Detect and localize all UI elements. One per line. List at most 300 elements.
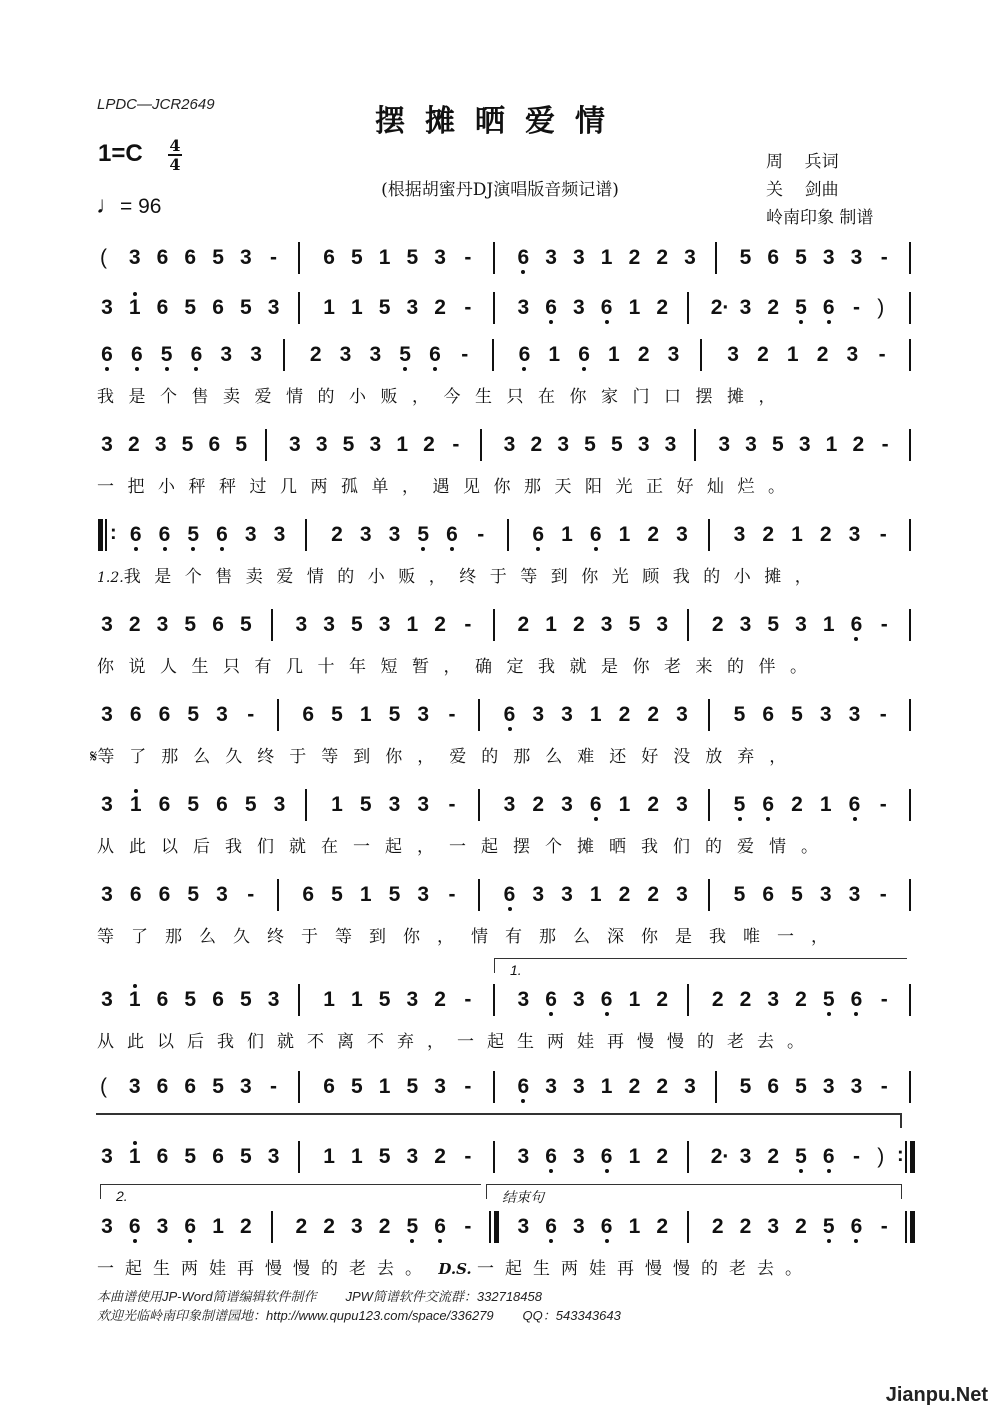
note: 6 xyxy=(215,523,229,547)
note: 5 xyxy=(212,1075,224,1098)
barline xyxy=(694,429,696,461)
note: 1 xyxy=(589,883,602,906)
barline xyxy=(700,339,702,371)
note: 6 xyxy=(767,1075,780,1098)
note: 3 xyxy=(819,703,832,726)
note: 6 xyxy=(184,1075,197,1098)
note: 2 xyxy=(816,343,829,366)
note: 2 xyxy=(767,296,780,319)
low-octave-dot xyxy=(827,320,831,324)
note: 3 xyxy=(664,433,677,456)
low-octave-dot xyxy=(605,1012,609,1016)
note: 3 xyxy=(406,1145,419,1168)
note: 6 xyxy=(302,703,315,726)
note: 3 xyxy=(532,703,545,726)
note: 3 xyxy=(323,613,335,636)
note: 5 xyxy=(187,793,200,816)
note: 2 xyxy=(711,1215,724,1238)
note: 1 xyxy=(359,883,372,906)
barline xyxy=(478,699,480,731)
ds-marking: D.S. xyxy=(438,1260,472,1278)
lyric-line-6: 从此以后我们就在一起，一起摆个摊晒我们的爱情。 xyxy=(97,837,833,857)
barline xyxy=(298,292,300,324)
note: 6 xyxy=(208,433,221,456)
note: 1 xyxy=(359,703,372,726)
note: 3 xyxy=(503,433,516,456)
note: 3 xyxy=(850,1075,863,1098)
note: 5 xyxy=(610,433,623,456)
note: 6 xyxy=(212,1145,224,1168)
note: 3 xyxy=(369,433,382,456)
note: 3 xyxy=(101,793,113,816)
low-octave-dot xyxy=(605,320,609,324)
note: 1 xyxy=(786,343,799,366)
barline xyxy=(909,292,911,324)
note: 6 xyxy=(600,1145,614,1169)
close-paren: ) xyxy=(877,296,885,319)
note: 3 xyxy=(819,883,832,906)
note: 3 xyxy=(656,613,669,636)
note: 5 xyxy=(791,703,803,726)
note: 6 xyxy=(544,1145,558,1169)
note: 3 xyxy=(676,703,688,726)
note: 1 xyxy=(819,793,832,816)
note: 5 xyxy=(388,883,401,906)
low-octave-dot xyxy=(105,367,109,371)
staff-line xyxy=(0,1075,1000,1115)
barline xyxy=(298,984,300,1016)
barline xyxy=(687,984,689,1016)
barline xyxy=(708,879,710,911)
note: 1 xyxy=(618,523,631,546)
note: 2 xyxy=(309,343,322,366)
note: 3 xyxy=(239,1075,252,1098)
dash-extension: - xyxy=(464,988,472,1011)
low-octave-dot xyxy=(549,1012,553,1016)
note: 2 xyxy=(628,1075,641,1098)
note: 6 xyxy=(516,1075,530,1099)
note: 3 xyxy=(156,613,169,636)
note: 2 xyxy=(378,1215,391,1238)
repeat-barline xyxy=(905,1141,907,1173)
note: 5 xyxy=(795,246,807,269)
note: 1 xyxy=(350,1145,363,1168)
note: 6 xyxy=(600,988,614,1012)
note: 6 xyxy=(156,246,169,269)
note: 2 xyxy=(532,793,545,816)
barline xyxy=(493,292,495,324)
note: 5 xyxy=(187,703,200,726)
close-paren: ) xyxy=(877,1145,885,1168)
note: 1 xyxy=(396,433,408,456)
note: 2 xyxy=(656,1215,669,1238)
note: 5 xyxy=(239,988,252,1011)
note: 3 xyxy=(417,883,430,906)
barline xyxy=(909,609,911,641)
staff-line xyxy=(0,988,1000,1028)
note: 6 xyxy=(158,793,171,816)
note: 1 xyxy=(331,793,343,816)
note: 3 xyxy=(315,433,328,456)
note: 3 xyxy=(239,246,252,269)
note: 3 xyxy=(250,343,262,366)
dash-extension: - xyxy=(880,613,888,636)
barline xyxy=(277,879,279,911)
note: 3 xyxy=(532,883,545,906)
lyric-text: 我是个售卖爱情的小贩，终于等到你光顾我的小摊， xyxy=(123,567,826,587)
time-signature-bottom: 4 xyxy=(169,155,181,174)
low-octave-dot xyxy=(410,1239,414,1243)
barline xyxy=(283,339,285,371)
note: 5 xyxy=(184,1145,197,1168)
repeat-section-line-end xyxy=(900,1113,902,1128)
low-octave-dot xyxy=(188,1239,192,1243)
low-octave-dot xyxy=(133,1239,137,1243)
note: 3 xyxy=(154,433,167,456)
note: 6 xyxy=(129,703,142,726)
dash-extension: - xyxy=(464,296,472,319)
dash-extension: - xyxy=(464,1075,472,1098)
note: 3 xyxy=(718,433,730,456)
barline xyxy=(708,789,710,821)
note: 5 xyxy=(244,793,257,816)
high-octave-dot xyxy=(134,789,138,793)
note: 3 xyxy=(684,1075,696,1098)
note: 3 xyxy=(388,793,401,816)
note: 1 xyxy=(618,793,631,816)
low-octave-dot xyxy=(403,367,407,371)
open-paren: ( xyxy=(100,1075,107,1098)
note: 6 xyxy=(544,1215,558,1239)
note: 2 xyxy=(762,523,775,546)
note: 1 xyxy=(128,296,142,320)
low-octave-dot xyxy=(165,367,169,371)
note: 3 xyxy=(561,703,573,726)
note: 2 xyxy=(239,1215,252,1238)
note: 3 xyxy=(417,703,430,726)
barline xyxy=(687,1211,689,1243)
note: 1 xyxy=(212,1215,224,1238)
note: 3 xyxy=(434,1075,446,1098)
note: 3 xyxy=(244,523,257,546)
note: 5 xyxy=(378,1145,391,1168)
note: 2 xyxy=(323,1215,335,1238)
quarter-note-icon: ♩ xyxy=(96,192,120,219)
low-octave-dot xyxy=(605,1239,609,1243)
barline xyxy=(687,292,689,324)
dash-extension: - xyxy=(881,433,889,456)
note: 6 xyxy=(156,296,169,319)
note: 6 xyxy=(445,523,459,547)
low-octave-dot xyxy=(582,367,586,371)
note: 1 xyxy=(791,523,803,546)
note: 6 xyxy=(544,296,558,320)
lyric-line-2: 一把小秤秤过几两孤单，遇见你那天阳光正好灿烂。 xyxy=(97,477,799,497)
note: 3 xyxy=(733,523,746,546)
high-octave-dot xyxy=(133,984,137,988)
barline xyxy=(305,789,307,821)
note: 5 xyxy=(359,793,372,816)
segno-icon: 𝄋 xyxy=(90,747,98,767)
note: 3 xyxy=(561,793,573,816)
coda-label: 结束句 xyxy=(502,1189,544,1205)
dash-extension: - xyxy=(464,1145,472,1168)
barline xyxy=(298,1141,300,1173)
low-octave-dot xyxy=(135,367,139,371)
barline xyxy=(909,789,911,821)
dash-extension: - xyxy=(247,883,255,906)
note: 3 xyxy=(417,793,430,816)
note: 3 xyxy=(267,1145,280,1168)
barline xyxy=(708,699,710,731)
note: 5 xyxy=(331,703,343,726)
note: 6 xyxy=(100,343,114,367)
note: 5 xyxy=(235,433,247,456)
note: 2· xyxy=(710,1145,730,1168)
note: 5 xyxy=(331,883,343,906)
note: 2 xyxy=(423,433,435,456)
note: 3 xyxy=(101,613,113,636)
low-octave-dot xyxy=(827,1239,831,1243)
low-octave-dot xyxy=(799,1169,803,1173)
barline xyxy=(305,519,307,551)
time-signature xyxy=(168,138,182,172)
volta-bracket-2 xyxy=(100,1184,481,1199)
note: 3 xyxy=(128,1075,141,1098)
note: 3 xyxy=(369,343,382,366)
note: 6 xyxy=(183,1215,197,1239)
low-octave-dot xyxy=(549,320,553,324)
lyric-line-8: 从此以后我们就不离不弃，一起生两娃再慢慢的老去。 xyxy=(97,1032,817,1052)
note: 6 xyxy=(822,296,836,320)
lyric-line-7: 等了那么久终于等到你，情有那么深你是我唯一， xyxy=(97,927,845,947)
staff-line xyxy=(0,1215,1000,1255)
dash-extension: - xyxy=(880,246,888,269)
note: 3 xyxy=(767,988,780,1011)
note: 5 xyxy=(822,1215,836,1239)
dash-extension: - xyxy=(270,246,278,269)
low-octave-dot xyxy=(220,547,224,551)
note: 5 xyxy=(186,523,200,547)
note: 5 xyxy=(378,296,391,319)
note: 3 xyxy=(676,523,688,546)
note: 3 xyxy=(406,296,419,319)
note: 5 xyxy=(584,433,596,456)
note: 6 xyxy=(129,883,142,906)
barline xyxy=(480,429,482,461)
barline xyxy=(493,609,495,641)
barline xyxy=(909,519,911,551)
note: 3 xyxy=(739,296,752,319)
note: 5 xyxy=(187,883,200,906)
low-octave-dot xyxy=(536,547,540,551)
note: 6 xyxy=(212,988,224,1011)
note: 2 xyxy=(434,613,446,636)
note: 3 xyxy=(295,613,308,636)
high-octave-dot xyxy=(133,292,137,296)
note: 1 xyxy=(545,613,557,636)
volta-2-label: 2. xyxy=(116,1188,128,1204)
repeat-barline xyxy=(910,1141,915,1173)
note: 5 xyxy=(212,246,224,269)
note: 3 xyxy=(822,1075,835,1098)
volta-bracket-1 xyxy=(494,958,907,973)
note: 1 xyxy=(323,296,335,319)
note: 3 xyxy=(745,433,757,456)
note: 3 xyxy=(557,433,569,456)
staff-line xyxy=(0,246,1000,286)
note: 2 xyxy=(739,988,752,1011)
arranger: 岭南印象 制谱 xyxy=(766,208,874,228)
repeat-barline xyxy=(905,1211,907,1243)
note: 1 xyxy=(378,1075,391,1098)
note: 2 xyxy=(656,1145,669,1168)
note: 5 xyxy=(181,433,194,456)
note: 1 xyxy=(608,343,620,366)
repeat-dots: : xyxy=(897,1144,904,1166)
dash-extension: - xyxy=(852,1145,860,1168)
low-octave-dot xyxy=(163,547,167,551)
note: 3 xyxy=(846,343,859,366)
note: 3 xyxy=(128,246,141,269)
note: 3 xyxy=(676,883,688,906)
note: 6 xyxy=(212,296,224,319)
staff-line xyxy=(0,523,1000,563)
note: 5 xyxy=(184,988,197,1011)
note: 6 xyxy=(156,1075,169,1098)
note: 5 xyxy=(239,613,252,636)
note: 3 xyxy=(739,613,752,636)
dash-extension: - xyxy=(448,883,456,906)
note: 6 xyxy=(600,296,614,320)
note: 5 xyxy=(184,296,197,319)
note: 3 xyxy=(573,1215,585,1238)
low-octave-dot xyxy=(605,1169,609,1173)
note: 1 xyxy=(628,988,641,1011)
low-octave-dot xyxy=(854,1239,858,1243)
note: 1 xyxy=(128,1145,142,1169)
note: 2 xyxy=(647,793,660,816)
low-octave-dot xyxy=(194,367,198,371)
note: 6 xyxy=(130,343,144,367)
note: 1 xyxy=(323,988,335,1011)
note: 5 xyxy=(794,296,808,320)
note: 2 xyxy=(434,1145,446,1168)
note: 3 xyxy=(795,613,807,636)
footer-line-1: 本曲谱使用JP-Word简谱编辑软件制作 JPW简谱软件交流群：332718458 xyxy=(97,1289,542,1304)
repeat-barline xyxy=(910,1211,915,1243)
note: 3 xyxy=(573,988,585,1011)
repeat-barline xyxy=(489,1211,491,1243)
high-octave-dot xyxy=(133,1141,137,1145)
barline xyxy=(478,879,480,911)
low-octave-dot xyxy=(853,817,857,821)
note: 5 xyxy=(406,246,419,269)
note: 1 xyxy=(628,1215,641,1238)
note: 3 xyxy=(848,523,861,546)
staff-line xyxy=(0,883,1000,923)
low-octave-dot xyxy=(594,817,598,821)
barline xyxy=(909,879,911,911)
dash-extension: - xyxy=(880,988,888,1011)
note: 5 xyxy=(771,433,784,456)
lyric-line-5 xyxy=(90,747,801,767)
low-octave-dot xyxy=(827,1012,831,1016)
note: 3 xyxy=(637,433,650,456)
note: 3 xyxy=(850,246,863,269)
barline xyxy=(298,242,300,274)
note: 3 xyxy=(573,246,585,269)
note: 1 xyxy=(589,703,602,726)
note: 3 xyxy=(273,793,286,816)
note: 5 xyxy=(791,883,803,906)
note: 1 xyxy=(822,613,835,636)
dash-extension: - xyxy=(878,343,886,366)
barline xyxy=(909,429,911,461)
staff-line xyxy=(0,343,1000,383)
note: 3 xyxy=(273,523,286,546)
note: 6 xyxy=(212,613,224,636)
note: 5 xyxy=(350,246,363,269)
barline xyxy=(493,1141,495,1173)
note: 2 xyxy=(711,613,724,636)
note: 2 xyxy=(618,883,631,906)
staff-line xyxy=(0,296,1000,336)
note: 3 xyxy=(848,883,861,906)
low-octave-dot xyxy=(766,817,770,821)
note: 2 xyxy=(795,988,807,1011)
low-octave-dot xyxy=(522,367,526,371)
repeat-barline xyxy=(105,519,107,551)
score-code: LPDC—JCR2649 xyxy=(97,96,215,113)
barline xyxy=(277,699,279,731)
note: 1 xyxy=(825,433,838,456)
barline xyxy=(507,519,509,551)
note: 3 xyxy=(388,523,401,546)
note: 6 xyxy=(503,703,517,727)
dash-extension: - xyxy=(247,703,255,726)
note: 6 xyxy=(158,883,171,906)
lyric-text-coda: 一起生两娃再慢慢的老去。 xyxy=(477,1259,814,1279)
note: 2 xyxy=(819,523,832,546)
note: 2 xyxy=(573,613,585,636)
note: 6 xyxy=(762,703,775,726)
staff-line xyxy=(0,703,1000,743)
note: 6 xyxy=(158,523,172,547)
note: 3 xyxy=(378,613,391,636)
note: 6 xyxy=(767,246,780,269)
note: 3 xyxy=(503,793,516,816)
note: 3 xyxy=(101,988,113,1011)
barline xyxy=(909,699,911,731)
note: 3 xyxy=(220,343,233,366)
verse-number: 1.2. xyxy=(97,570,124,586)
note: 2 xyxy=(530,433,543,456)
note: 6 xyxy=(600,1215,614,1239)
barline xyxy=(909,339,911,371)
note: 1 xyxy=(548,343,561,366)
volta-1-label: 1. xyxy=(510,962,522,978)
note: 6 xyxy=(302,883,315,906)
note: 6 xyxy=(849,988,863,1012)
note: 3 xyxy=(288,433,301,456)
note: 3 xyxy=(101,1145,113,1168)
note: 2 xyxy=(739,1215,752,1238)
note: 2 xyxy=(656,296,669,319)
low-octave-dot xyxy=(134,547,138,551)
note: 5 xyxy=(733,703,746,726)
note: 1 xyxy=(406,613,419,636)
